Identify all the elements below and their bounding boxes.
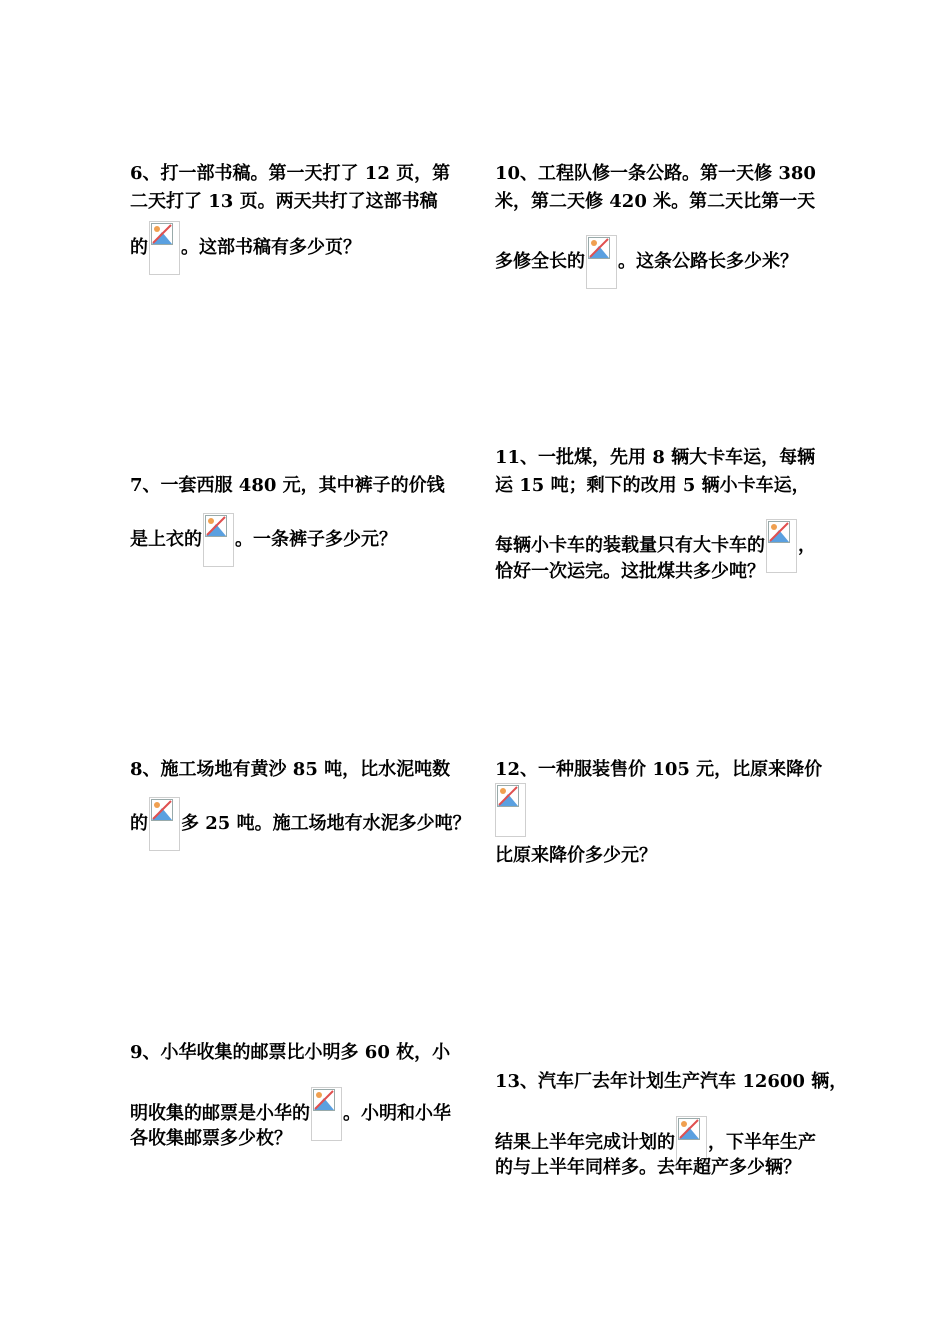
problem-8-line-2b: 多 25 吨。施工场地有水泥多少吨？ [181,813,471,834]
problem-6-line-1: 6、打一部书稿。第一天打了 12 页，第 [130,163,451,184]
problem-9-line-3: 各收集邮票多少枚？ [130,1128,292,1149]
problem-7 [130,477,470,567]
fraction-image-icon [495,783,526,837]
problem-6-line-3b: 。这部书稿有多少页？ [181,237,361,258]
problem-11 [495,449,835,584]
problem-8 [130,761,470,851]
problem-11-line-1: 11、一批煤，先用 8 辆大卡车运，每辆 [495,447,816,468]
fraction-image-icon [149,797,180,851]
problem-9 [130,1044,470,1154]
problem-11-line-4: 恰好一次运完。这批煤共多少吨？ [495,561,765,582]
problem-8-line-1: 8、施工场地有黄沙 85 吨，比水泥吨数 [130,759,451,780]
problem-11-line-3a: 每辆小卡车的装载量只有大卡车的 [495,535,765,556]
problem-6 [130,165,470,275]
problem-13-line-1: 13、汽车厂去年计划生产汽车 12600 辆， [495,1071,848,1092]
problem-8-line-2a: 的 [130,813,148,834]
problem-10-line-2: 米，第二天修 420 米。第二天比第一天 [495,191,816,212]
problem-12-line-1: 12、一种服装售价 105 元，比原来降价 [495,759,823,780]
fraction-image-icon [311,1087,342,1141]
fraction-image-icon [586,235,617,289]
problem-11-line-3b: ， [798,535,816,556]
problem-9-line-2b: 。小明和小华 [343,1103,451,1124]
problem-13-line-3: 的与上半年同样多。去年超产多少辆？ [495,1157,801,1178]
fraction-image-icon [203,513,234,567]
problem-7-line-2a: 是上衣的 [130,529,202,550]
problem-10-line-1: 10、工程队修一条公路。第一天修 380 [495,163,816,184]
fraction-image-icon [766,519,797,573]
problem-13-line-2a: 结果上半年完成计划的 [495,1132,675,1153]
fraction-image-icon [149,221,180,275]
problem-7-line-1: 7、一套西服 480 元，其中裤子的价钱 [130,475,445,496]
problem-6-line-2: 二天打了 13 页。两天共打了这部书稿 [130,191,438,212]
problem-12 [495,761,835,871]
problem-10-line-3b: 。这条公路长多少米？ [618,251,798,272]
problem-6-line-3a: 的 [130,237,148,258]
problem-13 [495,1071,848,1183]
problem-12-line-3: 比原来降价多少元？ [495,845,657,866]
problem-7-line-2b: 。一条裤子多少元？ [235,529,397,550]
problem-13-line-2b: ，下半年生产 [708,1132,816,1153]
problem-10 [495,165,835,275]
problem-11-line-2: 运 15 吨；剩下的改用 5 辆小卡车运， [495,475,810,496]
problem-10-line-3a: 多修全长的 [495,251,585,272]
problem-9-line-2a: 明收集的邮票是小华的 [130,1103,310,1124]
problem-9-line-1: 9、小华收集的邮票比小明多 60 枚，小 [130,1042,451,1063]
